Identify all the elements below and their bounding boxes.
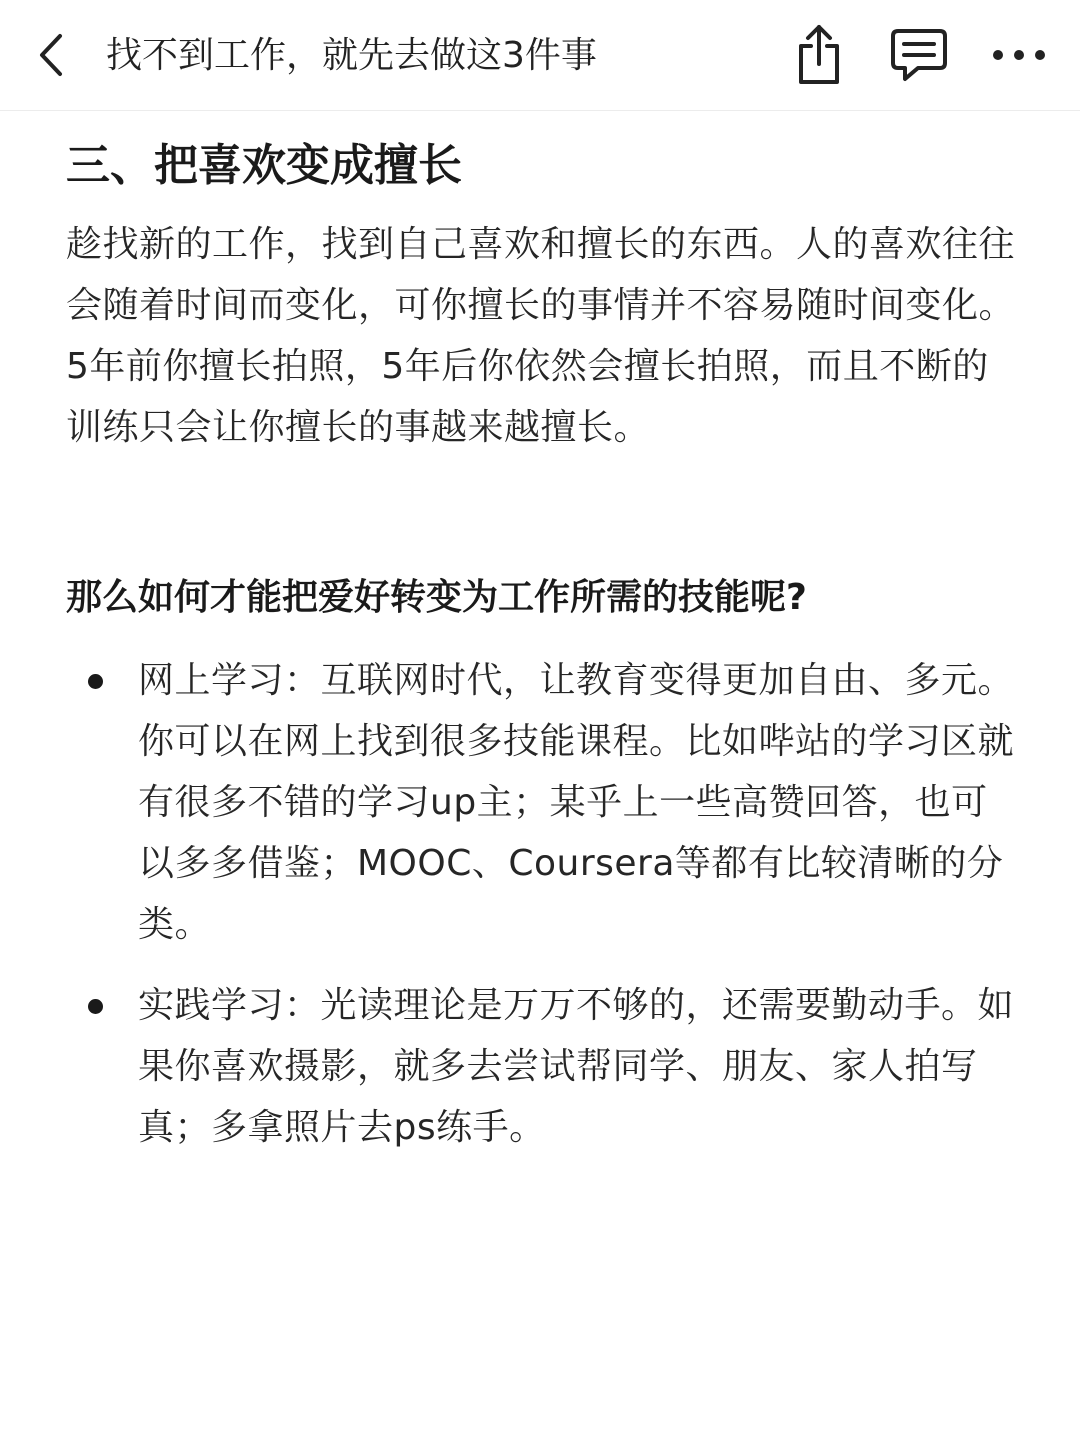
- article-content: [66, 128, 1016, 1178]
- list-item: [66, 975, 1016, 1158]
- more-button[interactable]: [982, 18, 1056, 92]
- share-icon: [791, 22, 847, 88]
- bullet-dot-icon: [88, 674, 103, 689]
- section-title: 三、把喜欢变成擅长: [66, 140, 462, 191]
- more-horizontal-icon: [989, 45, 1049, 65]
- comment-button[interactable]: [882, 18, 956, 92]
- back-button[interactable]: [22, 22, 82, 88]
- navigation-bar: [0, 0, 1080, 111]
- bullet-dot-icon: [88, 999, 103, 1014]
- list-item-text: 实践学习：光读理论是万万不够的，还需要勤动手。如果你喜欢摄影，就多去尝试帮同学、朋友、家人拍写真；多拿照片去ps练手。: [138, 985, 1015, 1148]
- intro-paragraph: 趁找新的工作，找到自己喜欢和擅长的东西。人的喜欢往往会随着时间而变化，可你擅长的事情并不容易随时间变化。5年前你擅长拍照，5年后你依然会擅长拍照，而且不断的训练只会让你擅长的事越来越擅长。: [66, 224, 1016, 448]
- comment-icon: [888, 25, 950, 85]
- page-title: 找不到工作，就先去做这3件事: [106, 35, 597, 76]
- list-item: [66, 650, 1016, 955]
- bullet-list: [66, 650, 1016, 1158]
- question-heading: 那么如何才能把爱好转变为工作所需的技能呢?: [66, 577, 807, 618]
- list-item-text: 网上学习：互联网时代，让教育变得更加自由、多元。你可以在网上找到很多技能课程。比如哔站的学习区就有很多不错的学习up主；某乎上一些高赞回答，也可以多多借鉴；MOOC、Coursera等都有比较清晰的分类。: [138, 660, 1015, 945]
- chevron-left-icon: [32, 30, 72, 80]
- share-button[interactable]: [782, 18, 856, 92]
